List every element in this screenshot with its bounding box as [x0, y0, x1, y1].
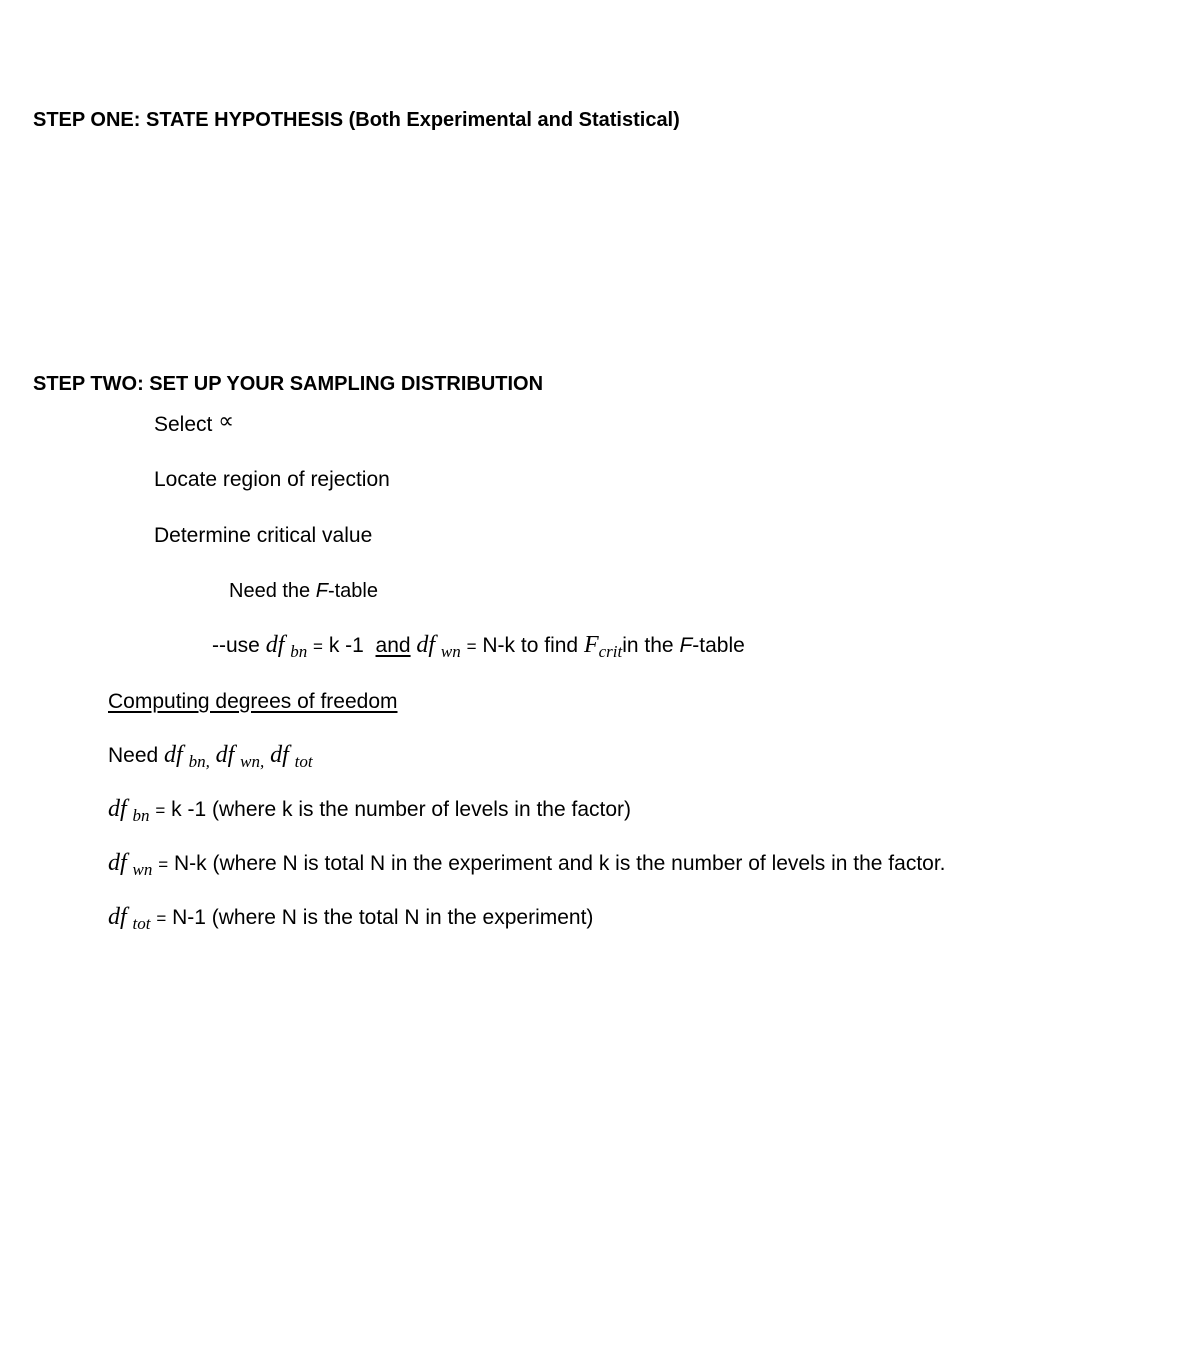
need-f-table-line: [229, 577, 378, 605]
df-symbol: df: [108, 796, 127, 822]
need-df-line: [108, 741, 313, 771]
comma: ,: [260, 752, 265, 771]
df-symbol: df: [270, 742, 289, 768]
step-one-heading: STEP ONE: STATE HYPOTHESIS (Both Experimental and Statistical): [33, 109, 680, 131]
degrees-of-freedom-title: Computing degrees of freedom: [108, 690, 398, 713]
df-symbol: df: [108, 904, 127, 930]
bn-subscript: bn: [188, 752, 206, 771]
f-letter: F: [315, 580, 328, 602]
df-symbol: df: [215, 742, 235, 768]
equals-sign: =: [313, 637, 323, 656]
df-wn-formula: N-k (where N is total N in the experiment and k is the number of levels in the factor.: [173, 852, 946, 875]
in-the: in the: [622, 634, 680, 657]
f-crit-symbol: F: [583, 632, 599, 658]
need-table-prefix: Need the: [229, 580, 316, 602]
tot-subscript: tot: [294, 752, 313, 771]
df-symbol: df: [265, 632, 285, 658]
crit-subscript: crit: [598, 642, 623, 661]
equals-sign: =: [155, 801, 166, 820]
use-prefix: --use: [212, 634, 266, 657]
equals-sign: =: [466, 637, 477, 656]
select-label: Select: [154, 413, 213, 436]
comma: ,: [205, 752, 210, 771]
wn-subscript: wn: [440, 642, 461, 661]
f-table-end: -table: [692, 634, 745, 657]
locate-region-line: Locate region of rejection: [154, 468, 390, 491]
use-df-line: [212, 631, 745, 661]
bn-subscript: bn: [132, 806, 150, 825]
df-symbol: df: [164, 742, 183, 768]
alpha-symbol: ∝: [218, 408, 234, 433]
df-bn-formula-line: [108, 795, 631, 825]
bn-subscript: bn: [290, 642, 308, 661]
df-bn-formula: k -1 (where k is the number of levels in the factor): [171, 798, 631, 821]
equals-sign: =: [156, 909, 167, 928]
table-suffix: -table: [327, 580, 378, 602]
need-label: Need: [108, 744, 165, 767]
determine-critical-line: Determine critical value: [154, 524, 373, 547]
df-wn-formula-line: [108, 849, 946, 879]
equals-sign: =: [158, 855, 169, 874]
tot-subscript: tot: [132, 914, 151, 933]
wn-subscript: wn: [240, 752, 261, 771]
wn-subscript: wn: [132, 860, 153, 879]
df-tot-formula: N-1 (where N is the total N in the experiment): [172, 906, 594, 929]
k-minus-1: k -1: [328, 634, 364, 657]
df-symbol: df: [416, 632, 436, 658]
step-two-heading: STEP TWO: SET UP YOUR SAMPLING DISTRIBUTION: [33, 373, 544, 395]
df-symbol: df: [108, 850, 127, 876]
df-tot-formula-line: [108, 903, 593, 933]
f-letter: F: [679, 634, 693, 657]
and-word: and: [375, 634, 411, 657]
select-alpha-line: [154, 410, 234, 439]
n-minus-k-find: N-k to find: [482, 634, 584, 657]
